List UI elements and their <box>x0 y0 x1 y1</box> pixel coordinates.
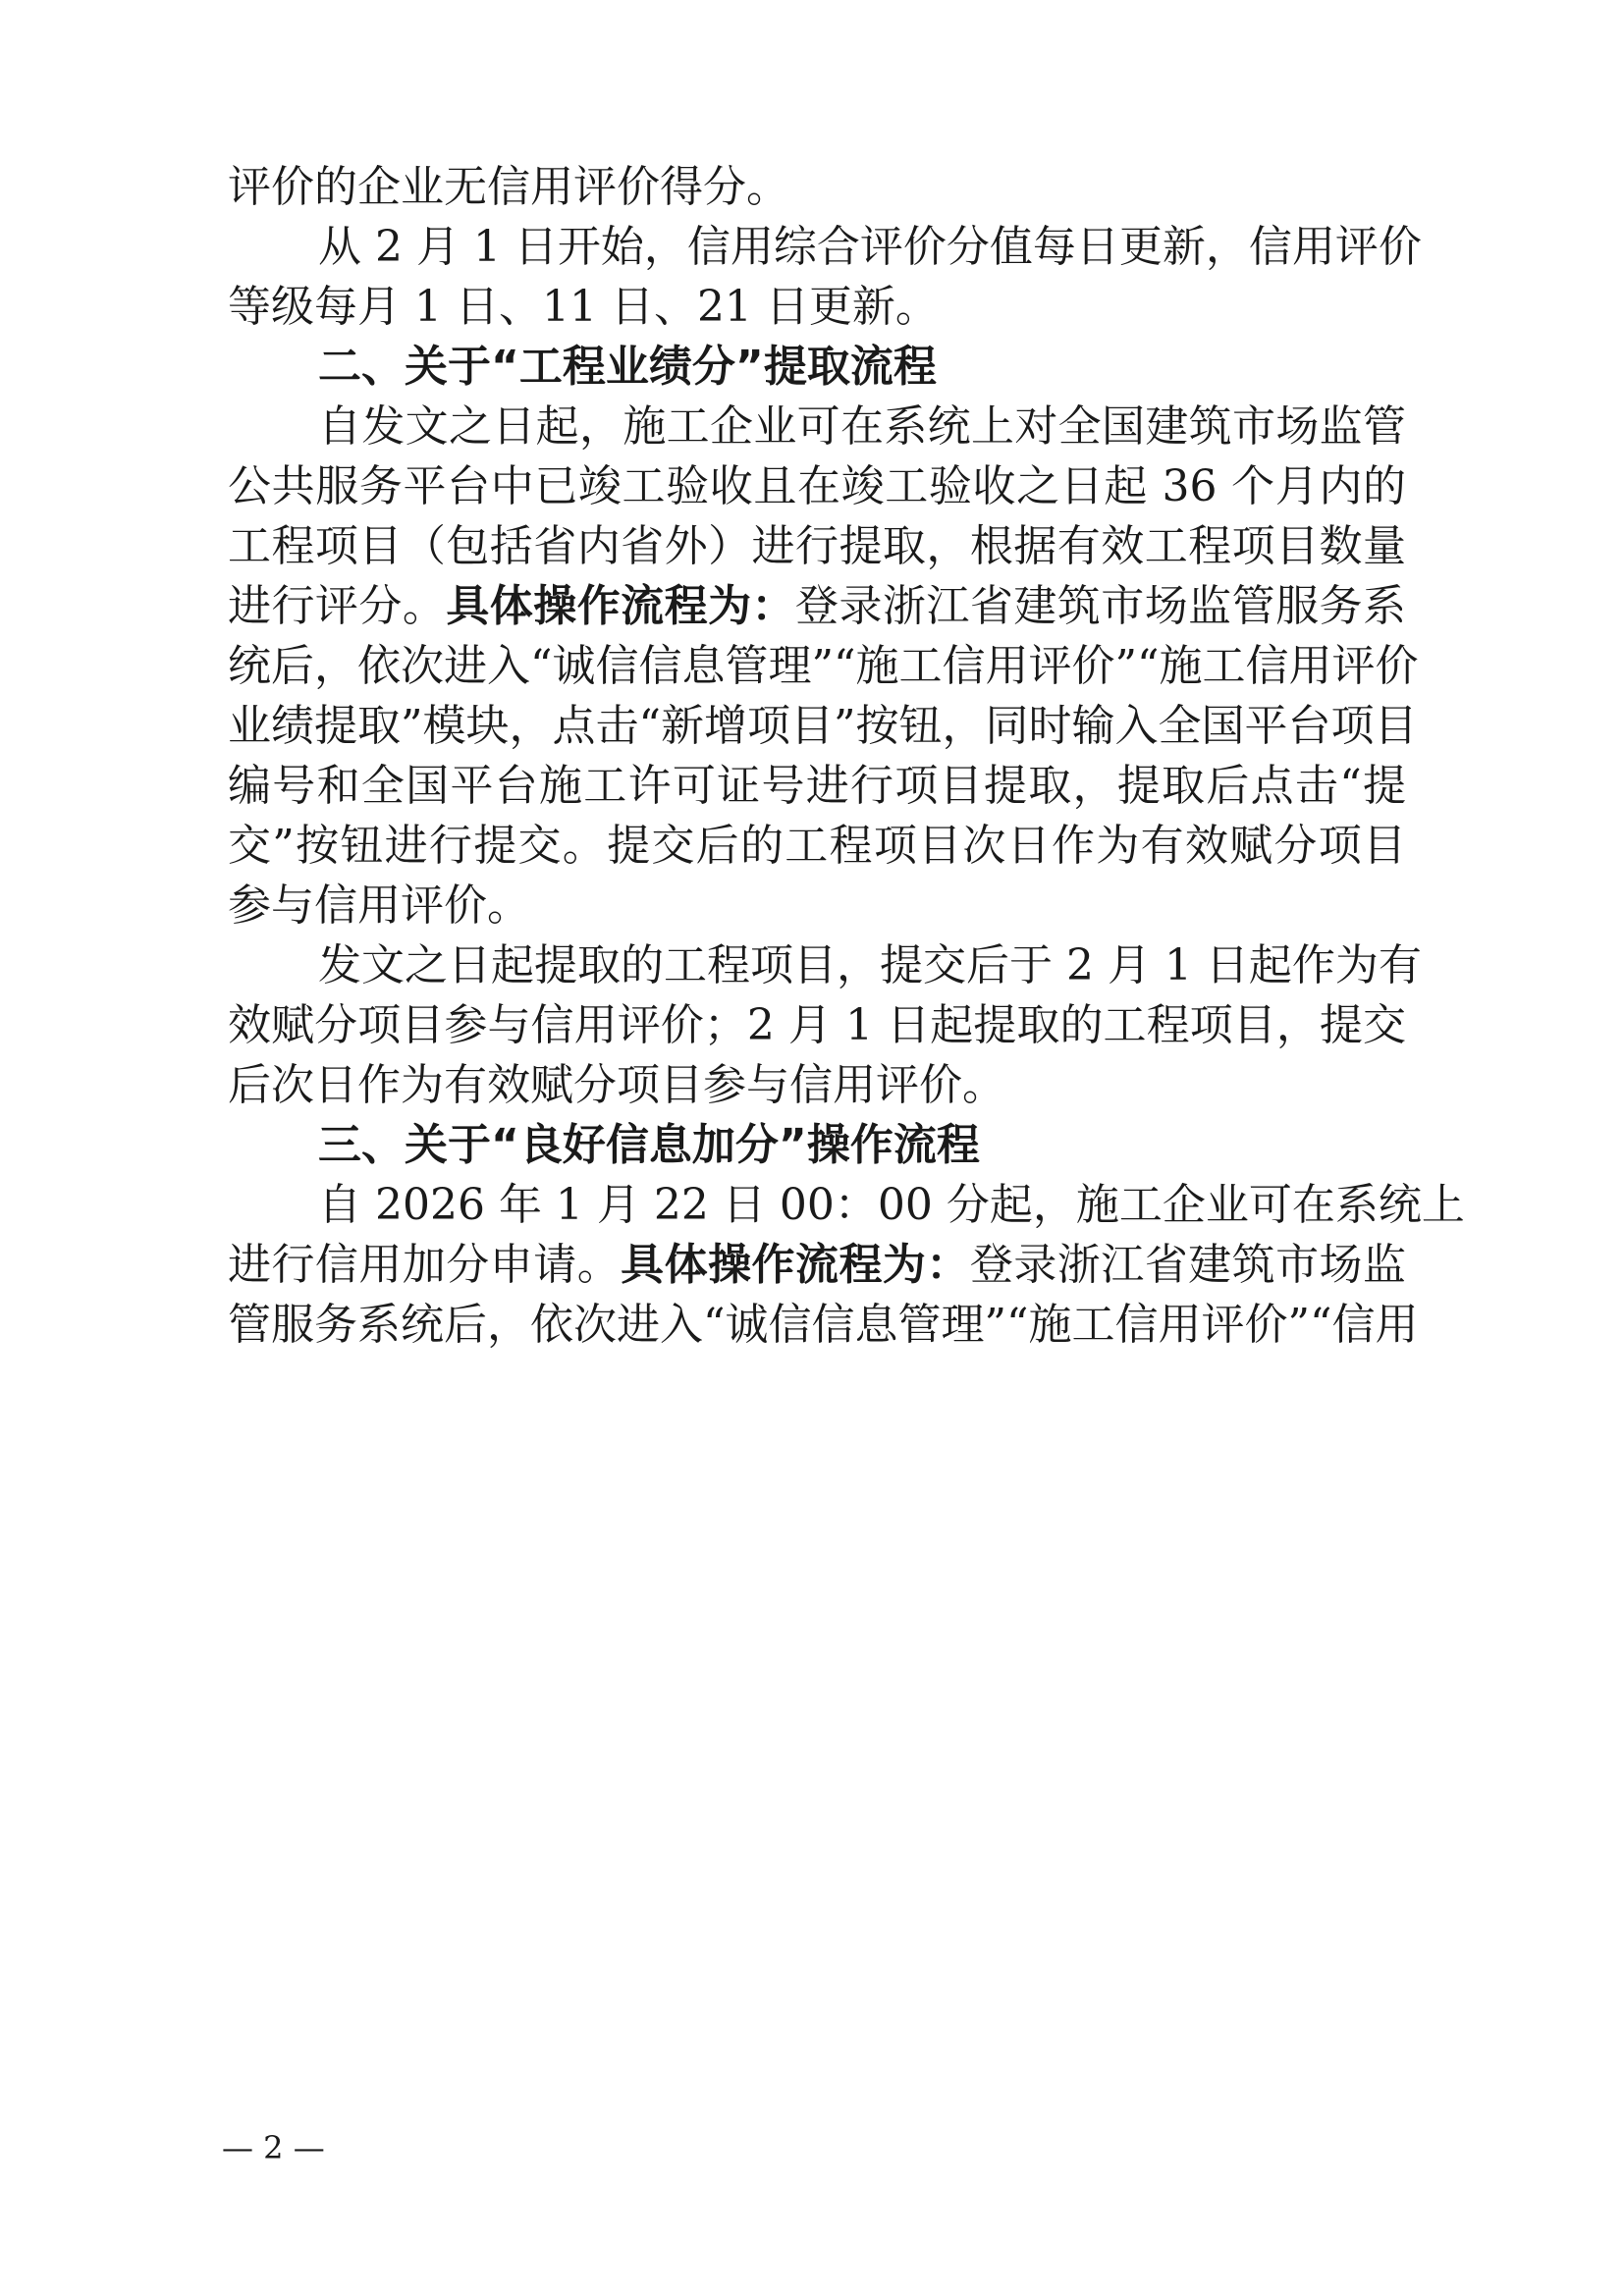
paragraph-line: 编号和全国平台施工许可证号进行项目提取，提取后点击“提 <box>228 761 1406 811</box>
paragraph-line: 交”按钮进行提交。提交后的工程项目次日作为有效赋分项目 <box>228 821 1406 871</box>
inline-text: 进行信用加分申请。 <box>228 1240 622 1290</box>
paragraph-line <box>228 577 1406 636</box>
paragraph-line: 发文之日起提取的工程项目，提交后于 2 月 1 日起作为有 <box>318 940 1422 990</box>
inline-text: 进行评分。 <box>228 581 447 631</box>
inline-text: 登录浙江省建筑市场监 <box>969 1240 1407 1290</box>
paragraph-line: 自 2026 年 1 月 22 日 00：00 分起，施工企业可在系统上 <box>318 1180 1465 1230</box>
paragraph-line: 管服务系统后，依次进入“诚信信息管理”“施工信用评价”“信用 <box>228 1300 1419 1350</box>
paragraph-line: 参与信用评价。 <box>228 881 530 931</box>
inline-text: 登录浙江省建筑市场监管服务系 <box>795 581 1407 631</box>
section-heading: 三、关于“良好信息加分”操作流程 <box>318 1120 980 1170</box>
paragraph-line: 效赋分项目参与信用评价；2 月 1 日起提取的工程项目，提交 <box>228 1000 1406 1050</box>
paragraph-line: 公共服务平台中已竣工验收且在竣工验收之日起 36 个月内的 <box>228 461 1406 511</box>
bold-inline-text: 具体操作流程为： <box>621 1240 970 1290</box>
paragraph-line: 业绩提取”模块，点击“新增项目”按钮，同时输入全国平台项目 <box>228 701 1418 751</box>
paragraph-line: 等级每月 1 日、11 日、21 日更新。 <box>228 282 939 332</box>
paragraph-line <box>228 1236 1406 1295</box>
paragraph-line: 统后，依次进入“诚信信息管理”“施工信用评价”“施工信用评价 <box>228 641 1419 691</box>
paragraph-line: 评价的企业无信用评价得分。 <box>228 162 789 212</box>
paragraph-line: 后次日作为有效赋分项目参与信用评价。 <box>228 1060 1005 1110</box>
section-heading: 二、关于“工程业绩分”提取流程 <box>318 342 937 392</box>
paragraph-line: 从 2 月 1 日开始，信用综合评价分值每日更新，信用评价 <box>318 222 1422 272</box>
paragraph-line: 自发文之日起，施工企业可在系统上对全国建筑市场监管 <box>318 401 1406 452</box>
paragraph-line: 工程项目（包括省内省外）进行提取，根据有效工程项目数量 <box>228 521 1406 571</box>
page-number: — 2 — <box>222 2129 325 2166</box>
bold-inline-text: 具体操作流程为： <box>446 581 796 631</box>
